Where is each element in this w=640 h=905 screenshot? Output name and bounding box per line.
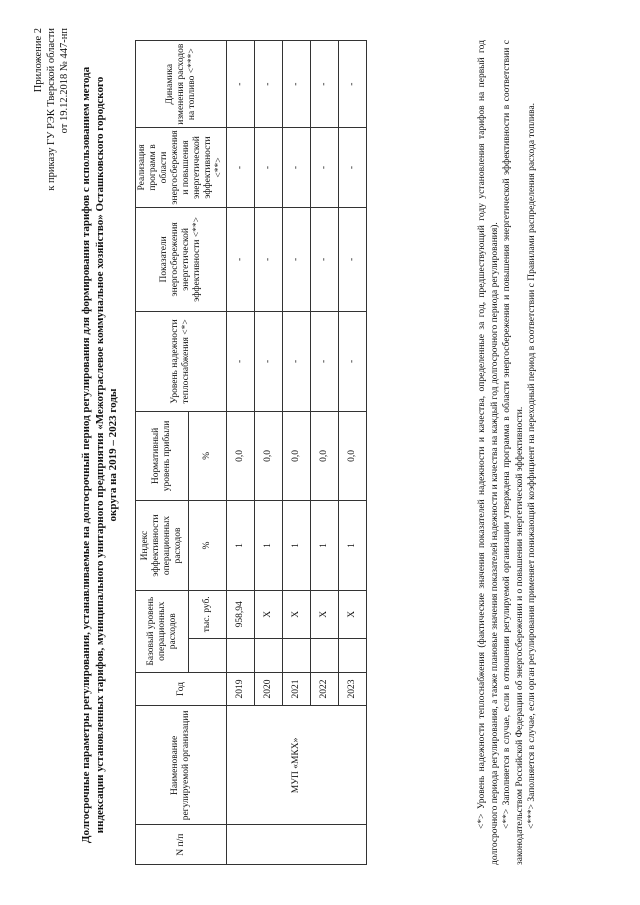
header-row: [136, 41, 189, 865]
footnote-reliability: <*> Уровень надежности теплоснабжения (фактические значения показателей надежности и качества, определенные за год, предшествующий году установления тарифов на первый год долгосрочного периода регулирования, а также плановые значения показателей надежности и качества на каждый год долгосрочного периода регулирования).: [477, 40, 500, 865]
cell-energy: -: [339, 207, 367, 312]
cell-profit: 0,0: [283, 411, 311, 501]
header-year: Год: [136, 672, 227, 706]
unit-profit: %: [189, 411, 227, 501]
cell-year: 2021: [283, 672, 311, 706]
cell-blank: [339, 638, 367, 672]
appendix-line-1: Приложение 2: [33, 28, 44, 93]
header-num: N п/п: [136, 825, 227, 865]
cell-index: 1: [339, 501, 367, 591]
cell-fuel: -: [283, 41, 311, 128]
unit-index: %: [189, 501, 227, 591]
header-fuel: Динамика изменения расходов на топливо <***>: [136, 41, 227, 128]
cell-programs: -: [283, 128, 311, 207]
document-title: Долгосрочные параметры регулирования, устанавливаемые на долгосрочный период регулирования для формирования тарифов с использованием метода индексации установленных тарифов, муниципального унитарного предприятия «Межотраслевое коммунальное хозяйство» Осташковского городского округа на 2019 – 2023 годы: [80, 66, 119, 844]
cell-num: [227, 825, 367, 865]
cell-index: 1: [227, 501, 255, 591]
appendix-block: [32, 28, 71, 388]
cell-year: 2020: [255, 672, 283, 706]
cell-reliability: -: [255, 312, 283, 412]
cell-index: 1: [255, 501, 283, 591]
appendix-line-2: к приказу ГУ РЭК Тверской области: [46, 28, 57, 191]
cell-energy: -: [311, 207, 339, 312]
cell-profit: 0,0: [255, 411, 283, 501]
cell-programs: -: [311, 128, 339, 207]
header-org: Наименование регулируемой организации: [136, 706, 227, 825]
cell-profit: 0,0: [339, 411, 367, 501]
header-energy: Показатели энергосбережения энергетической эффективности <**>: [136, 207, 227, 312]
cell-fuel: -: [311, 41, 339, 128]
cell-energy: -: [283, 207, 311, 312]
cell-reliability: -: [339, 312, 367, 412]
header-programs: Реализация программ в области энергосбережения и повышения энергетической эффективности <**>: [136, 128, 227, 207]
cell-reliability: -: [311, 312, 339, 412]
cell-base: Х: [255, 590, 283, 638]
cell-base: Х: [283, 590, 311, 638]
unit-base: тыс. руб.: [189, 590, 227, 638]
appendix-line-3: от 19.12.2018 № 447-нп: [59, 28, 70, 134]
cell-blank: [255, 638, 283, 672]
footnote-energy: <**> Заполняется в случае, если в отношении регулируемой организации утверждена программа в области энергосбережения и повышения энергетической эффективности в соответствии с законодательством Российской Федерации об энергосбережении и о повышении энергетической эффективности.: [502, 40, 525, 865]
cell-reliability: -: [227, 312, 255, 412]
cell-fuel: -: [339, 41, 367, 128]
cell-programs: -: [339, 128, 367, 207]
footnotes: [476, 40, 539, 865]
parameters-table: [135, 40, 367, 865]
table-row: [227, 41, 255, 865]
cell-index: 1: [283, 501, 311, 591]
cell-blank: [227, 638, 255, 672]
cell-blank: [283, 638, 311, 672]
cell-fuel: -: [255, 41, 283, 128]
cell-base: Х: [339, 590, 367, 638]
cell-energy: -: [255, 207, 283, 312]
cell-base: 958,94: [227, 590, 255, 638]
cell-index: 1: [311, 501, 339, 591]
cell-programs: -: [255, 128, 283, 207]
unit-blank: [189, 638, 227, 672]
cell-blank: [311, 638, 339, 672]
cell-year: 2022: [311, 672, 339, 706]
header-profit: Нормативный уровень прибыли: [136, 411, 189, 501]
header-base: Базовый уровень операционных расходов: [136, 590, 189, 672]
cell-base: Х: [311, 590, 339, 638]
footnote-fuel: <***> Заполняется в случае, если орган регулирования применяет понижающий коэффициент на переходный период в соответствии с Правилами распределения расхода топлива.: [527, 102, 537, 829]
cell-reliability: -: [283, 312, 311, 412]
header-index: Индекс эффективности операционных расходов: [136, 501, 189, 591]
header-reliability: Уровень надежности теплоснабжения <*>: [136, 312, 227, 412]
cell-year: 2019: [227, 672, 255, 706]
cell-energy: -: [227, 207, 255, 312]
cell-profit: 0,0: [227, 411, 255, 501]
cell-org: МУП «МКХ»: [227, 706, 367, 825]
cell-programs: -: [227, 128, 255, 207]
cell-profit: 0,0: [311, 411, 339, 501]
cell-year: 2023: [339, 672, 367, 706]
cell-fuel: -: [227, 41, 255, 128]
